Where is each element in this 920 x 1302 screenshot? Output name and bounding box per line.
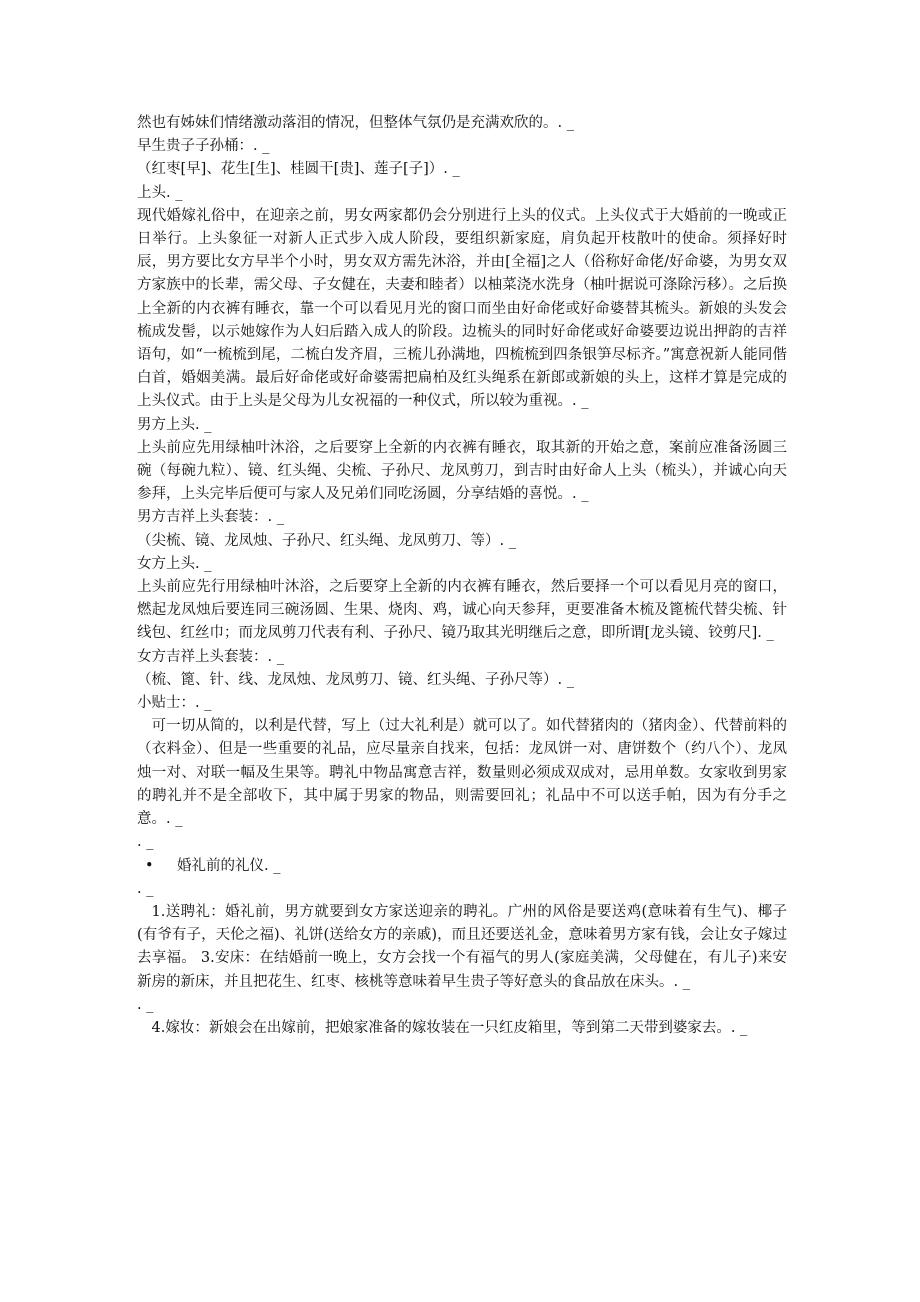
text-line: 然也有姊妹们情绪激动落泪的情况，但整体气氛仍是充满欢欣的。. _ <box>137 115 574 131</box>
paragraph: 1.送聘礼：婚礼前，男方就要到女方家送迎亲的聘礼。广州的风俗是要送鸡(意味着有生气)、椰子(有爷有子，天伦之福)、礼饼(送给女方的亲戚)，而且还要送礼金，意味着男方家有钱，会让女子嫁过去享福。 3.安床：在结婚前一晚上，女方会找一个有福气的男人(家庭美满，父母健在，有儿子)来安新房的新床，并且把花生、红枣、核桃等意味着早生贵子等好意头的食品放在床头。. _ <box>137 903 787 990</box>
paragraph: 上头前应先用绿柚叶沐浴，之后要穿上全新的内衣裤有睡衣，取其新的开始之意，案前应准备汤圆三碗（每碗九粒）、镜、红头绳、尖梳、子孙尺、龙凤剪刀，到吉时由好命人上头（梳头），并诚心向天参拜，上头完毕后便可与家人及兄弟们同吃汤圆，分享结婚的喜悦。. _ <box>137 439 787 503</box>
paragraph: 上头前应先行用绿柚叶沐浴，之后要穿上全新的内衣裤有睡衣，然后要择一个可以看见月亮的窗口，燃起龙凤烛后要连同三碗汤圆、生果、烧肉、鸡，诚心向天参拜，更要准备木梳及篦梳代替尖梳、针线包、红丝巾；而龙凤剪刀代表有利、子孙尺、镜乃取其光明继后之意，即所谓[龙头镜、铰剪尺]. _ <box>137 579 787 642</box>
spacer-mark: . _ <box>137 834 154 851</box>
text-line: （红枣[早]、花生[生]、桂圆干[贵]、莲子[子]）. _ <box>137 161 460 178</box>
section-heading: 男方吉祥上头套装：. _ <box>137 509 284 526</box>
paragraph: 可一切从简的，以利是代替，写上（过大礼利是）就可以了。如代替猪肉的（猪肉金）、代替前料的（衣料金）、但是一些重要的礼品，应尽量亲自找来，包括：龙凤饼一对、唐饼数个（约八个）、龙凤烛一对、对联一幅及生果等。聘礼中物品寓意吉祥，数量则必须成双成对，忌用单数。女家收到男家的聘礼并不是全部收下，其中属于男家的物品，则需要回礼；礼品中不可以送手帕，因为有分手之意。. _ <box>137 718 787 828</box>
section-heading: 小贴士：. _ <box>137 695 212 712</box>
section-heading: 女方上头. _ <box>137 555 212 572</box>
paragraph: 4.嫁妆：新娘会在出嫁前，把娘家准备的嫁妆装在一只红皮箱里，等到第二天带到婆家去。. _ <box>151 1019 748 1036</box>
bullet-item <box>137 855 787 878</box>
section-heading: 上头. _ <box>137 184 183 201</box>
text-line: （梳、篦、针、线、龙凤烛、龙凤剪刀、镜、红头绳、子孙尺等）. _ <box>137 671 574 688</box>
section-heading: 女方吉祥上头套装：. _ <box>137 648 284 665</box>
section-heading: 早生贵子子孙桶：. _ <box>137 138 270 155</box>
section-heading: 男方上头. _ <box>137 416 212 433</box>
spacer-mark: . _ <box>137 880 154 897</box>
document-body <box>137 112 787 1040</box>
spacer-mark: . _ <box>137 996 154 1013</box>
bullet-text: 婚礼前的礼仪. _ <box>177 857 281 874</box>
paragraph: 现代婚嫁礼俗中，在迎亲之前，男女两家都仍会分别进行上头的仪式。上头仪式于大婚前的一晚或正日举行。上头象征一对新人正式步入成人阶段，要组织新家庭，肩负起开枝散叶的使命。须择好时辰，男方要比女方早半个小时，男女双方需先沐浴，并由[全福]之人（俗称好命佬/好命婆，为男女双方家族中的长辈，需父母、子女健在，夫妻和睦者）以柚菜浇水洗身（柚叶据说可涤除污移）。之后换上全新的内衣裤有睡衣，靠一个可以看见月光的窗口而坐由好命佬或好命婆替其梳头。新娘的头发会梳成发髻，以示她嫁作为人妇后踏入成人的阶段。边梳头的同时好命佬或好命婆要边说出押韵的吉祥语句，如“一梳梳到尾，二梳白发齐眉，三梳儿孙满地，四梳梳到四条银笋尽标齐。”寓意祝新人能同偕白首，婚姻美满。最后好命佬或好命婆需把扁柏及红头绳系在新郎或新娘的头上，这样才算是完成的上头仪式。由于上头是父母为儿女祝福的一种仪式，所以较为重视。. _ <box>137 207 787 410</box>
bullet-icon: • <box>145 857 154 874</box>
text-line: （尖梳、镜、龙凤烛、子孙尺、红头绳、龙凤剪刀、等）. _ <box>137 532 516 549</box>
